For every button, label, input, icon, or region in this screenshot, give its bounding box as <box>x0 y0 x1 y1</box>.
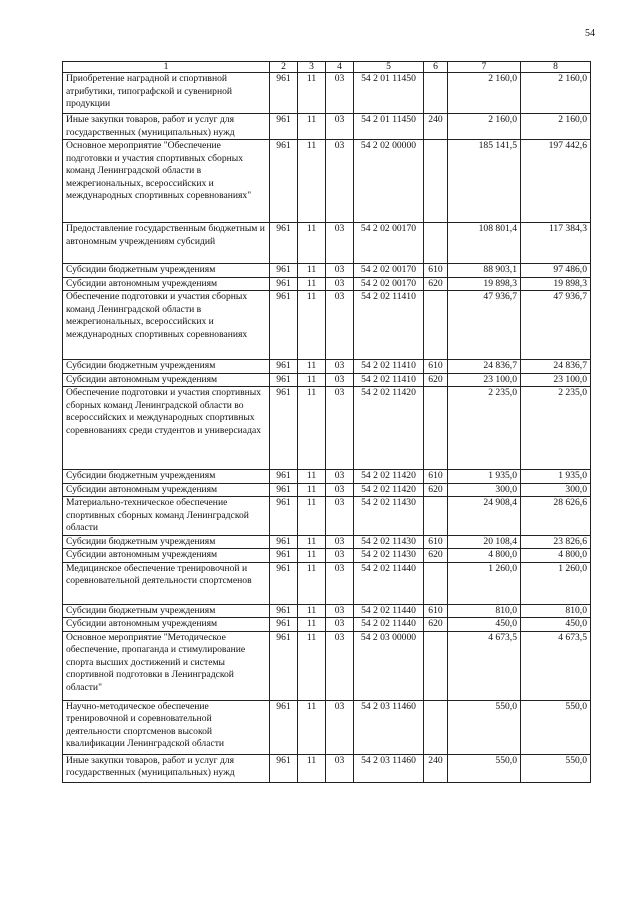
subsection-code: 03 <box>326 497 354 536</box>
row-name: Обеспечение подготовки и участия сборных команд Ленинградской области в межрегиональных, всероссийских и международных спортивных соревнованиях <box>63 291 270 360</box>
table-row <box>63 264 591 278</box>
amount-year-1: 24 836,7 <box>448 360 521 374</box>
expense-type <box>424 291 448 360</box>
amount-year-2: 197 442,6 <box>521 140 591 223</box>
table-row <box>63 549 591 563</box>
amount-year-1: 2 160,0 <box>448 114 521 140</box>
target-code: 54 2 02 11440 <box>354 562 424 604</box>
amount-year-1: 1 260,0 <box>448 562 521 604</box>
row-name: Субсидии бюджетным учреждениям <box>63 535 270 549</box>
amount-year-2: 810,0 <box>521 604 591 618</box>
row-name: Иные закупки товаров, работ и услуг для государственных (муниципальных) нужд <box>63 754 270 782</box>
amount-year-2: 450,0 <box>521 618 591 632</box>
row-name: Медицинское обеспечение тренировочной и соревновательной деятельности спортсменов <box>63 562 270 604</box>
section-code: 11 <box>298 291 326 360</box>
row-name: Субсидии автономным учреждениям <box>63 483 270 497</box>
amount-year-1: 20 108,4 <box>448 535 521 549</box>
section-code: 11 <box>298 483 326 497</box>
amount-year-2: 2 235,0 <box>521 387 591 470</box>
table-row <box>63 562 591 604</box>
expense-type <box>424 562 448 604</box>
section-code: 11 <box>298 700 326 754</box>
expense-type: 610 <box>424 604 448 618</box>
expense-type: 610 <box>424 470 448 484</box>
column-header: 1 <box>63 62 270 73</box>
admin-code: 961 <box>270 470 298 484</box>
row-name: Основное мероприятие "Обеспечение подготовки и участия спортивных сборных команд Ленинградской области в межрегиональных, всероссийских и международных спортивных соревнованиях" <box>63 140 270 223</box>
row-name: Субсидии автономным учреждениям <box>63 373 270 387</box>
target-code: 54 2 02 00170 <box>354 264 424 278</box>
amount-year-1: 108 801,4 <box>448 223 521 264</box>
section-code: 11 <box>298 754 326 782</box>
admin-code: 961 <box>270 114 298 140</box>
subsection-code: 03 <box>326 387 354 470</box>
table-row <box>63 360 591 374</box>
section-code: 11 <box>298 264 326 278</box>
table-row <box>63 140 591 223</box>
table-row <box>63 470 591 484</box>
amount-year-1: 4 800,0 <box>448 549 521 563</box>
target-code: 54 2 02 11440 <box>354 618 424 632</box>
row-name: Субсидии автономным учреждениям <box>63 549 270 563</box>
section-code: 11 <box>298 470 326 484</box>
subsection-code: 03 <box>326 360 354 374</box>
amount-year-2: 550,0 <box>521 700 591 754</box>
row-name: Приобретение наградной и спортивной атрибутики, типографской и сувенирной продукции <box>63 73 270 114</box>
table-row <box>63 291 591 360</box>
subsection-code: 03 <box>326 277 354 291</box>
subsection-code: 03 <box>326 631 354 700</box>
target-code: 54 2 02 11410 <box>354 373 424 387</box>
amount-year-1: 300,0 <box>448 483 521 497</box>
admin-code: 961 <box>270 73 298 114</box>
row-name: Иные закупки товаров, работ и услуг для государственных (муниципальных) нужд <box>63 114 270 140</box>
admin-code: 961 <box>270 604 298 618</box>
amount-year-2: 97 486,0 <box>521 264 591 278</box>
subsection-code: 03 <box>326 549 354 563</box>
target-code: 54 2 03 11460 <box>354 754 424 782</box>
amount-year-1: 2 235,0 <box>448 387 521 470</box>
row-name: Субсидии бюджетным учреждениям <box>63 470 270 484</box>
target-code: 54 2 01 11450 <box>354 114 424 140</box>
table-body <box>63 73 591 783</box>
subsection-code: 03 <box>326 483 354 497</box>
admin-code: 961 <box>270 360 298 374</box>
amount-year-2: 117 384,3 <box>521 223 591 264</box>
row-name: Субсидии бюджетным учреждениям <box>63 604 270 618</box>
amount-year-1: 23 100,0 <box>448 373 521 387</box>
expense-type: 610 <box>424 264 448 278</box>
row-name: Научно-методическое обеспечение тренировочной и соревновательной деятельности спортсменов высокой квалификации Ленинградской области <box>63 700 270 754</box>
column-header: 2 <box>270 62 298 73</box>
amount-year-1: 810,0 <box>448 604 521 618</box>
table-row <box>63 483 591 497</box>
row-name: Предоставление государственным бюджетным и автономным учреждениям субсидий <box>63 223 270 264</box>
section-code: 11 <box>298 497 326 536</box>
admin-code: 961 <box>270 549 298 563</box>
target-code: 54 2 02 00170 <box>354 277 424 291</box>
header-row <box>63 62 591 73</box>
subsection-code: 03 <box>326 73 354 114</box>
row-name: Субсидии автономным учреждениям <box>63 277 270 291</box>
row-name: Субсидии автономным учреждениям <box>63 618 270 632</box>
table-row <box>63 631 591 700</box>
subsection-code: 03 <box>326 700 354 754</box>
admin-code: 961 <box>270 497 298 536</box>
column-header: 3 <box>298 62 326 73</box>
section-code: 11 <box>298 631 326 700</box>
amount-year-2: 4 800,0 <box>521 549 591 563</box>
row-name: Субсидии бюджетным учреждениям <box>63 264 270 278</box>
expense-type <box>424 497 448 536</box>
row-name: Обеспечение подготовки и участия спортивных сборных команд Ленинградской области во всероссийских и международных спортивных соревнованиях среди студентов и универсиадах <box>63 387 270 470</box>
amount-year-2: 47 936,7 <box>521 291 591 360</box>
target-code: 54 2 03 00000 <box>354 631 424 700</box>
admin-code: 961 <box>270 387 298 470</box>
subsection-code: 03 <box>326 264 354 278</box>
table-row <box>63 373 591 387</box>
subsection-code: 03 <box>326 535 354 549</box>
amount-year-1: 88 903,1 <box>448 264 521 278</box>
table-row <box>63 73 591 114</box>
subsection-code: 03 <box>326 562 354 604</box>
subsection-code: 03 <box>326 140 354 223</box>
section-code: 11 <box>298 140 326 223</box>
expense-type: 620 <box>424 483 448 497</box>
section-code: 11 <box>298 604 326 618</box>
amount-year-2: 28 626,6 <box>521 497 591 536</box>
section-code: 11 <box>298 373 326 387</box>
section-code: 11 <box>298 223 326 264</box>
subsection-code: 03 <box>326 373 354 387</box>
admin-code: 961 <box>270 535 298 549</box>
table-row <box>63 535 591 549</box>
subsection-code: 03 <box>326 754 354 782</box>
amount-year-1: 550,0 <box>448 754 521 782</box>
budget-table <box>62 61 591 783</box>
amount-year-2: 23 100,0 <box>521 373 591 387</box>
target-code: 54 2 02 00170 <box>354 223 424 264</box>
table-row <box>63 277 591 291</box>
table-row <box>63 618 591 632</box>
amount-year-2: 1 260,0 <box>521 562 591 604</box>
amount-year-1: 2 160,0 <box>448 73 521 114</box>
target-code: 54 2 02 11430 <box>354 535 424 549</box>
amount-year-1: 47 936,7 <box>448 291 521 360</box>
amount-year-1: 24 908,4 <box>448 497 521 536</box>
target-code: 54 2 02 11420 <box>354 470 424 484</box>
column-header: 4 <box>326 62 354 73</box>
expense-type: 610 <box>424 535 448 549</box>
subsection-code: 03 <box>326 604 354 618</box>
subsection-code: 03 <box>326 618 354 632</box>
admin-code: 961 <box>270 277 298 291</box>
expense-type <box>424 700 448 754</box>
table-row <box>63 387 591 470</box>
admin-code: 961 <box>270 562 298 604</box>
admin-code: 961 <box>270 631 298 700</box>
column-header: 7 <box>448 62 521 73</box>
table-row <box>63 497 591 536</box>
amount-year-1: 4 673,5 <box>448 631 521 700</box>
table-row <box>63 604 591 618</box>
table-row <box>63 223 591 264</box>
amount-year-1: 185 141,5 <box>448 140 521 223</box>
section-code: 11 <box>298 114 326 140</box>
expense-type: 620 <box>424 618 448 632</box>
target-code: 54 2 02 11410 <box>354 291 424 360</box>
expense-type: 620 <box>424 549 448 563</box>
section-code: 11 <box>298 277 326 291</box>
section-code: 11 <box>298 562 326 604</box>
expense-type <box>424 387 448 470</box>
expense-type: 240 <box>424 114 448 140</box>
section-code: 11 <box>298 549 326 563</box>
amount-year-2: 550,0 <box>521 754 591 782</box>
column-header: 6 <box>424 62 448 73</box>
column-header: 8 <box>521 62 591 73</box>
admin-code: 961 <box>270 754 298 782</box>
amount-year-2: 24 836,7 <box>521 360 591 374</box>
section-code: 11 <box>298 535 326 549</box>
target-code: 54 2 02 11420 <box>354 387 424 470</box>
amount-year-2: 300,0 <box>521 483 591 497</box>
admin-code: 961 <box>270 140 298 223</box>
amount-year-2: 2 160,0 <box>521 73 591 114</box>
row-name: Материально-техническое обеспечение спортивных сборных команд Ленинградской области <box>63 497 270 536</box>
subsection-code: 03 <box>326 223 354 264</box>
admin-code: 961 <box>270 291 298 360</box>
amount-year-2: 1 935,0 <box>521 470 591 484</box>
target-code: 54 2 02 11440 <box>354 604 424 618</box>
admin-code: 961 <box>270 483 298 497</box>
row-name: Основное мероприятие "Методическое обеспечение, пропаганда и стимулирование спорта высших достижений и системы спортивной подготовки в Ленинградской области" <box>63 631 270 700</box>
row-name: Субсидии бюджетным учреждениям <box>63 360 270 374</box>
expense-type <box>424 140 448 223</box>
amount-year-1: 19 898,3 <box>448 277 521 291</box>
target-code: 54 2 02 11430 <box>354 497 424 536</box>
amount-year-2: 4 673,5 <box>521 631 591 700</box>
expense-type <box>424 631 448 700</box>
column-header: 5 <box>354 62 424 73</box>
admin-code: 961 <box>270 223 298 264</box>
section-code: 11 <box>298 73 326 114</box>
table-row <box>63 754 591 782</box>
target-code: 54 2 01 11450 <box>354 73 424 114</box>
section-code: 11 <box>298 387 326 470</box>
admin-code: 961 <box>270 264 298 278</box>
table-row <box>63 700 591 754</box>
subsection-code: 03 <box>326 291 354 360</box>
target-code: 54 2 02 11420 <box>354 483 424 497</box>
target-code: 54 2 02 11410 <box>354 360 424 374</box>
target-code: 54 2 03 11460 <box>354 700 424 754</box>
target-code: 54 2 02 11430 <box>354 549 424 563</box>
amount-year-2: 23 826,6 <box>521 535 591 549</box>
page-number: 54 <box>585 28 595 39</box>
table-row <box>63 114 591 140</box>
expense-type: 620 <box>424 373 448 387</box>
amount-year-1: 1 935,0 <box>448 470 521 484</box>
amount-year-1: 550,0 <box>448 700 521 754</box>
subsection-code: 03 <box>326 470 354 484</box>
section-code: 11 <box>298 618 326 632</box>
admin-code: 961 <box>270 373 298 387</box>
admin-code: 961 <box>270 700 298 754</box>
admin-code: 961 <box>270 618 298 632</box>
subsection-code: 03 <box>326 114 354 140</box>
amount-year-2: 19 898,3 <box>521 277 591 291</box>
expense-type: 240 <box>424 754 448 782</box>
target-code: 54 2 02 00000 <box>354 140 424 223</box>
expense-type: 620 <box>424 277 448 291</box>
expense-type: 610 <box>424 360 448 374</box>
amount-year-2: 2 160,0 <box>521 114 591 140</box>
section-code: 11 <box>298 360 326 374</box>
expense-type <box>424 73 448 114</box>
expense-type <box>424 223 448 264</box>
amount-year-1: 450,0 <box>448 618 521 632</box>
